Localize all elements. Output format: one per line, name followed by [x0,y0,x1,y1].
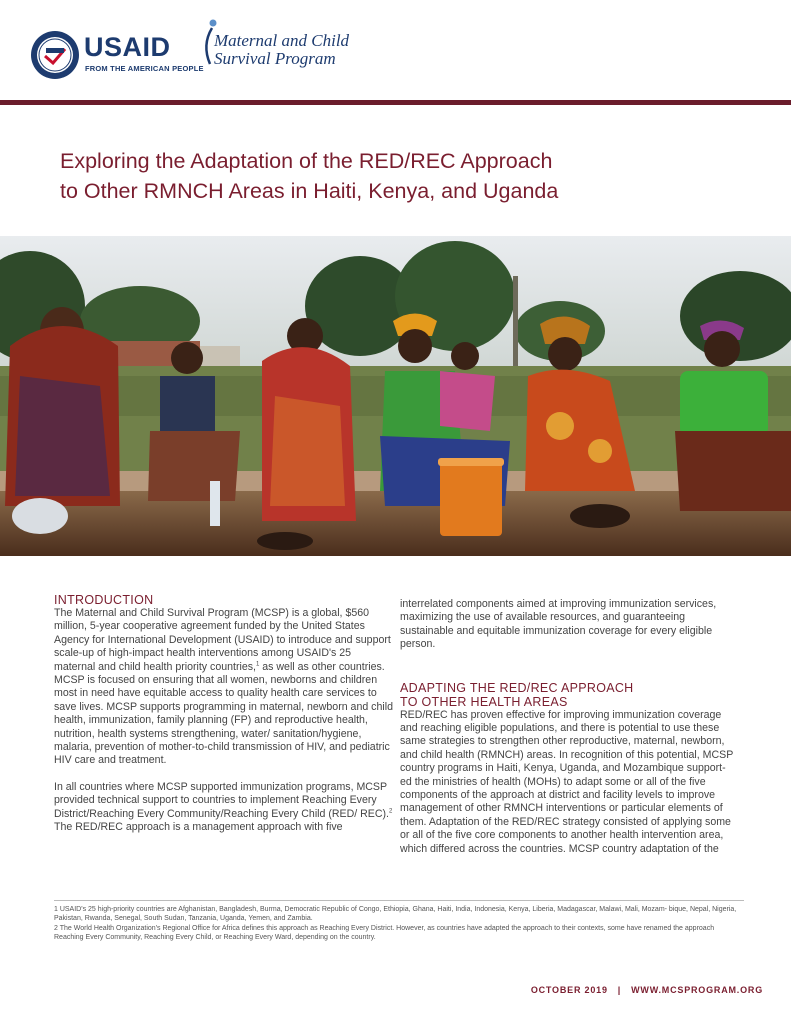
footnote-divider [54,900,744,901]
usaid-logo-text: USAID [84,32,171,62]
footnote-2: 2 The World Health Organization's Regional Office for Africa defines this approach as Reaching Every District. However, as countries have adapted the approach to their contexts, some have renamed the approach Reaching Every Community, Reaching Every Child, or Reaching Every Ward, depending on the country. [54,924,715,941]
adapting-heading [400,681,740,709]
adapting-paragraph: RED/REC has proven effective for improving immunization coverage and reaching eligible populations, and there is potential to use these same strategies to strengthen other reproductive, maternal, newborn, and child health (RMNCH) areas. In recognition of this potential, MCSP country programs in Haiti, Kenya, Uganda, and Mozambique support- ed the ministries of health (MOHs) to adapt some or all of the five components of the approach at district and facility levels to improve management of other RMNCH interventions or particular elements of them. Adaptation of the RED/REC strategy consisted of applying some or all of the five core components to another health intervention area, which differed across the countries. MCSP country adaptation of the [400,708,734,855]
mcsp-name-line2: Survival Program [214,49,336,68]
introduction-heading: INTRODUCTION [54,593,154,607]
usaid-tagline: FROM THE AMERICAN PEOPLE [85,64,204,73]
right-column [400,598,740,869]
intro-p2-text-a: In all countries where MCSP supported immunization programs, MCSP provided technical support to countries to implement Reaching Every District/Reaching Every Community/Reaching Every Child (RED/ REC). [54,780,389,820]
photo-credit: Kate Holt/MCSP and Jhpiego [679,773,775,782]
page-title [60,146,700,206]
adapting-heading-line1: ADAPTING THE RED/REC APPROACH [400,680,634,695]
header-rule [0,100,791,105]
footnotes [54,905,744,942]
footer-url[interactable]: WWW.MCSPROGRAM.ORG [631,985,763,995]
intro-p2-text-b: The RED/REC approach is a management approach with five [54,821,343,834]
footnote-ref-2: 2 [388,808,393,815]
usaid-seal-icon [30,30,80,80]
footnote-1: 1 USAID's 25 high-priority countries are Afghanistan, Bangladesh, Burma, Democratic Republic of Congo, Ethiopia, Ghana, Haiti, India, Indonesia, Kenya, Liberia, Madagascar, Malawi, Mali, Mozam- bique, Nepal, Nigeria, Pakistan, Rwanda, Senegal, South Sudan, Tanzania, Uganda, Yemen, and Zambia. [54,906,737,923]
footer-separator: | [617,985,622,995]
title-line2: to Other RMNCH Areas in Haiti, Kenya, and Uganda [60,179,559,203]
page-footer [531,985,763,995]
left-column [54,593,394,848]
title-line1: Exploring the Adaptation of the RED/REC Approach [60,149,553,173]
right-paragraph-continued: interrelated components aimed at improving immunization services, maximizing the use of available resources, and guaranteeing sustainable and equitable immunization coverage for every eligible person. [400,598,717,651]
mcsp-program-name [214,32,349,68]
adapting-heading-line2: TO OTHER HEALTH AREAS [400,694,568,709]
page-header [0,0,791,100]
intro-paragraph-1 [54,607,394,768]
women-seated-photo-image [0,236,791,556]
footer-date: OCTOBER 2019 [530,985,608,995]
intro-paragraph-2 [54,781,394,835]
footnote-ref-1: 1 [255,661,260,668]
intro-p1-text-a: The Maternal and Child Survival Program (MCSP) is a global, $560 million, 5-year cooperative agreement funded by the United States Agency for International Development (USAID) to introduce and support scale-up of high-impact health interventions among USAID's 25 maternal and child health priority countries, [54,607,391,673]
mcsp-name-line1: Maternal and Child [214,31,350,50]
intro-p1-text-b: as well as other countries. MCSP is focused on ensuring that all women, newborns and children most in need have equitable access to quality health care services to save lives. MCSP supports programming in maternal, newborn and child health, immunization, family planning (FP) and reproductive health, nutrition, health systems strengthening, water/ sanitation/hygiene, malaria, prevention of mother-to-child transmission of HIV, and pediatric HIV care and treatment. [54,660,393,767]
